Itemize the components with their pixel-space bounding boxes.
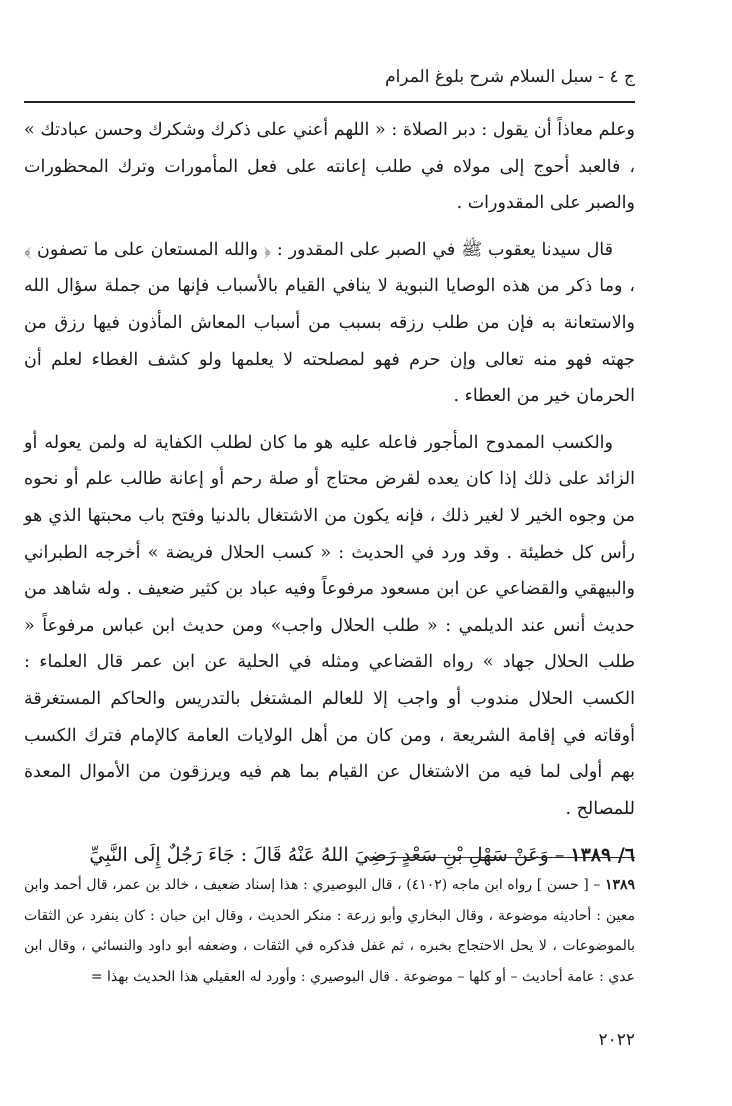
hadith-start [24,837,635,873]
paragraph: قال سيدنا يعقوب ﷺ في الصبر على المقدور : ﴿ والله المستعان على ما تصفون ﴾ ، وما ذكر من هذه الوصايا النبوية لا ينافي القيام بالأسباب فإنها من جملة سؤال الله والاستعانة به فإن من طلب رزقه بسبب من أسباب المعاش المأذون فيها رزق من جهته فهو منه تعالى وإن حرم فهو لمصلحته لا يعلمها ولو كشف الغطاء لعلم أن الحرمان خير من العطاء . [24,239,635,407]
hadith-text: – وَعَنْ سَهْلِ بْنِ سَعْدٍ رَضِيَ اللهُ عَنْهُ قَالَ : جَاءَ رَجُلٌ إِلَى النَّبِيِّ [89,844,565,867]
footnote-text: – [ حسن ] رواه ابن ماجه (٤١٠٢) ، قال البوصيري : هذا إسناد ضعيف ، خالد بن عمر، قال أحمد وابن معين : أحاديثه موضوعة ، وقال البخاري وأبو زرعة : منكر الحديث ، وقال ابن حبان : كان ينفرد عن الثقات بالموضوعات ، لا يحل الاحتجاج بخبره ، ثم غفل فذكره في الثقات ، وضعفه أبو داود والنسائي ، وقال ابن عدي : عامة أحاديث – أو كلها – موضوعة . قال البوصيري : وأورد له العقيلي هذا الحديث بهذا = [24,877,635,986]
hadith-number: ٦/ ١٣٨٩ [570,844,635,867]
page-number: ٢٠٢٢ [598,1030,635,1050]
paragraph: وعلم معاذاً أن يقول : دبر الصلاة : « اللهم أعني على ذكرك وشكرك وحسن عبادتك » ، فالعبد أحوج إلى مولاه في طلب إعانته على فعل المأمورات وترك المحظورات والصبر على المقدورات . [24,120,635,214]
paragraph: والكسب الممدوح المأجور فاعله عليه هو ما كان لطلب الكفاية له ولمن يعوله أو الزائد على ذلك إذا كان يعده لقرض محتاج أو صلة رحم أو إعانة طالب علم أو نحوه من وجوه الخير لا لغير ذلك ، فإنه يكون من الاشتغال بالدنيا وفتح باب محبتها الذي هو رأس كل خطيئة . وقد ورد في الحديث : « كسب الحلال فريضة » أخرجه الطبراني والبيهقي والقضاعي عن ابن مسعود مرفوعاً وفيه عباد بن كثير ضعيف . وله شاهد من حديث أنس عند الديلمي : « طلب الحلال واجب» ومن حديث ابن عباس مرفوعاً « طلب الحلال جهاد » رواه القضاعي ومثله في الحلية عن ابن عمر قال العلماء : الكسب الحلال مندوب أو واجب إلا للعالم المشتغل بالتدريس والحاكم المستغرقة أوقاته في إقامة الشريعة ، ومن كان من أهل الولايات العامة كالإمام فترك الكسب بهم أولى لما فيه من الاشتغال عن القيام بما هم فيه ويرزقون من الأموال المعدة للمصالح . [24,432,635,819]
main-text [24,112,635,873]
footnote [24,870,635,993]
header-title: ج ٤ - سبل السلام شرح بلوغ المرام [385,67,635,87]
footnote-number: ١٣٨٩ [604,877,636,893]
footnote-divider [370,857,635,858]
header-divider [24,101,635,103]
running-header [24,62,635,98]
